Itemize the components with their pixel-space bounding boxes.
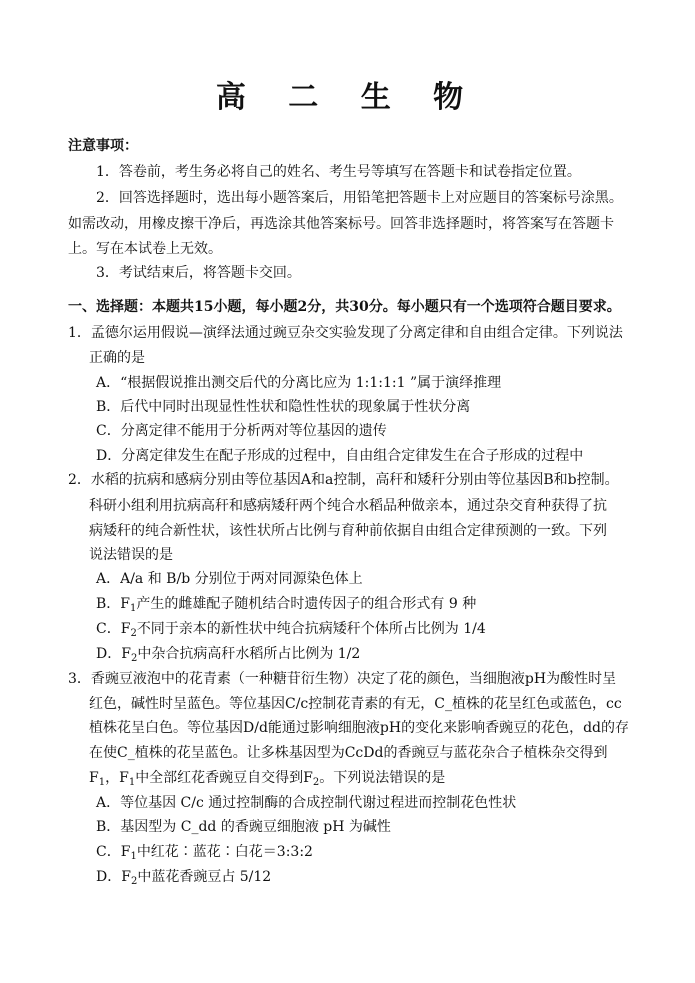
q1-option-d: D．分离定律发生在配子形成的过程中，自由组合定律发生在合子形成的过程中 (96, 448, 584, 464)
notice-line-3: 如需改动，用橡皮擦干净后，再选涂其他答案标号。回答非选择题时，将答案写在答题卡 (68, 216, 614, 232)
exam-title: 高 二 生 物 (215, 80, 480, 115)
notice-line-5: 3．考试结束后，将答题卡交回。 (96, 265, 301, 281)
q2-option-d: D．$F_2$中杂合抗病高秆水稻所占比例为 1/2 (96, 646, 361, 664)
q3-stem-line-2: 红色，碱性时呈蓝色。等位基因C/c控制花青素的有无，C_植株的花呈红色或蓝色，cc (89, 696, 622, 712)
q1-option-a: A．“根据假说推出测交后代的分离比应为 1:1:1:1 ”属于演绎推理 (96, 375, 502, 391)
q3-option-b: B．基因型为 C_dd 的香豌豆细胞液 pH 为碱性 (96, 819, 391, 835)
q3-stem-line-5: $F_1$，$F_1$中全部红花香豌豆自交得到$F_2$。下列说法错误的是 (89, 770, 446, 788)
q1-option-c: C．分离定律不能用于分析两对等位基因的遗传 (96, 423, 387, 439)
q3-option-c: C．$F_1$中红花∶蓝花∶白花＝3:3:2 (96, 844, 313, 862)
q1-option-b: B．后代中同时出现显性性状和隐性性状的现象属于性状分离 (96, 399, 471, 415)
q2-stem-line-1: 2．水稻的抗病和感病分别由等位基因A和a控制，高秆和矮秆分别由等位基因B和b控制。 (68, 472, 619, 488)
notice-line-1: 1．答卷前，考生务必将自己的姓名、考生号等填写在答题卡和试卷指定位置。 (96, 164, 581, 180)
notice-line-4: 上。写在本试卷上无效。 (68, 241, 222, 257)
q3-stem-line-4: 在使C_植株的花呈蓝色。让多株基因型为CcDd的香豌豆与蓝花杂合子植株杂交得到 (89, 745, 608, 761)
q3-stem-line-1: 3．香豌豆液泡中的花青素（一种糖苷衍生物）决定了花的颜色，当细胞液pH为酸性时呈 (68, 671, 617, 687)
q2-option-c: C．$F_2$不同于亲本的新性状中纯合抗病矮秆个体所占比例为 1/4 (96, 621, 486, 639)
q2-option-a: A．A/a 和 B/b 分别位于两对同源染色体上 (96, 571, 363, 587)
notice-line-2: 2．回答选择题时，选出每小题答案后，用铅笔把答题卡上对应题目的答案标号涂黑。 (96, 190, 623, 206)
q1-stem-line-2: 正确的是 (89, 350, 145, 366)
q3-stem-line-3: 植株花呈白色。等位基因D/d能通过影响细胞液pH的变化来影响香豌豆的花色，dd的存 (89, 720, 629, 736)
q2-option-b: B．$F_1$产生的雌雄配子随机结合时遗传因子的组合形式有 9 种 (96, 596, 477, 614)
q3-option-a: A．等位基因 C/c 通过控制酶的合成控制代谢过程进而控制花色性状 (96, 795, 517, 811)
q2-stem-line-2: 科研小组利用抗病高秆和感病矮秆两个纯合水稻品种做亲本，通过杂交育种获得了抗 (89, 498, 607, 514)
q3-option-d: D．$F_2$中蓝花香豌豆占 5/12 (96, 869, 272, 887)
notice-heading: 注意事项： (68, 138, 138, 154)
q2-stem-line-3: 病矮秆的纯合新性状，该性状所占比例与育种前依据自由组合定律预测的一致。下列 (89, 523, 607, 539)
q2-stem-line-4: 说法错误的是 (89, 547, 173, 563)
section-heading: 一、选择题：本题共15小题，每小题2分，共30分。每小题只有一个选项符合题目要求。 (68, 299, 621, 315)
q1-stem-line-1: 1．孟德尔运用假说—演绎法通过豌豆杂交实验发现了分离定律和自由组合定律。下列说法 (68, 325, 623, 341)
